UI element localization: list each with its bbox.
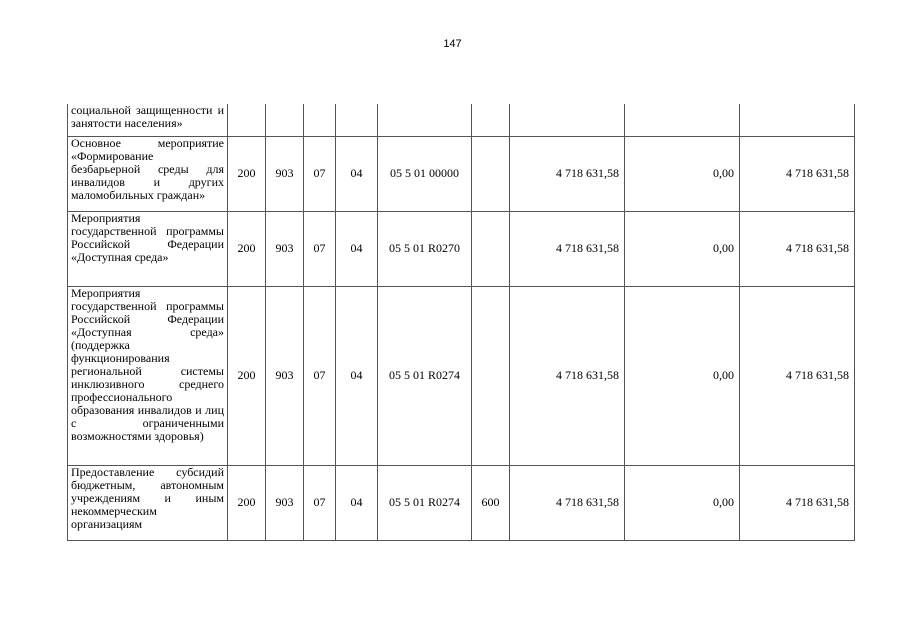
row-name: Основное мероприятие «Формирование безбарьерной среды для инвалидов и других маломобильных граждан» bbox=[68, 136, 228, 211]
cell-sum2 bbox=[625, 104, 740, 136]
table-row bbox=[68, 465, 855, 540]
cell-sum1 bbox=[510, 104, 625, 136]
table-row bbox=[68, 104, 855, 136]
row-name: Мероприятия государственной программы Российской Федерации «Доступная среда» (поддержка функционирования региональной системы инклюзивного среднего профессионального образования инвалидов и лиц с ограниченными возможностями здоровья) bbox=[68, 286, 228, 465]
cell-sum1: 4 718 631,58 bbox=[510, 465, 625, 540]
cell-sum3: 4 718 631,58 bbox=[740, 465, 855, 540]
cell-csr: 05 5 01 R0270 bbox=[378, 211, 472, 286]
row-name: социальной защищенности и занятости населения» bbox=[68, 104, 228, 136]
cell-ved: 200 bbox=[228, 286, 266, 465]
cell-sum2: 0,00 bbox=[625, 286, 740, 465]
cell-vr bbox=[472, 211, 510, 286]
cell-glava bbox=[266, 104, 304, 136]
cell-vr: 600 bbox=[472, 465, 510, 540]
page-number: 147 bbox=[443, 38, 462, 50]
cell-rz: 07 bbox=[304, 465, 336, 540]
cell-sum2: 0,00 bbox=[625, 211, 740, 286]
table-row bbox=[68, 286, 855, 465]
cell-vr bbox=[472, 136, 510, 211]
cell-rz: 07 bbox=[304, 136, 336, 211]
cell-sum3 bbox=[740, 104, 855, 136]
cell-glava: 903 bbox=[266, 465, 304, 540]
cell-ved bbox=[228, 104, 266, 136]
cell-ved: 200 bbox=[228, 211, 266, 286]
cell-pr: 04 bbox=[336, 286, 378, 465]
cell-sum3: 4 718 631,58 bbox=[740, 211, 855, 286]
cell-csr: 05 5 01 00000 bbox=[378, 136, 472, 211]
row-name: Предоставление субсидий бюджетным, автономным учреждениям и иным некоммерческим организациям bbox=[68, 465, 228, 540]
budget-table bbox=[67, 104, 855, 541]
table-row bbox=[68, 211, 855, 286]
cell-sum3: 4 718 631,58 bbox=[740, 136, 855, 211]
cell-rz: 07 bbox=[304, 286, 336, 465]
cell-pr: 04 bbox=[336, 465, 378, 540]
cell-sum1: 4 718 631,58 bbox=[510, 211, 625, 286]
cell-vr bbox=[472, 286, 510, 465]
cell-vr bbox=[472, 104, 510, 136]
row-name: Мероприятия государственной программы Российской Федерации «Доступная среда» bbox=[68, 211, 228, 286]
cell-rz: 07 bbox=[304, 211, 336, 286]
cell-ved: 200 bbox=[228, 465, 266, 540]
cell-csr bbox=[378, 104, 472, 136]
cell-pr: 04 bbox=[336, 211, 378, 286]
cell-csr: 05 5 01 R0274 bbox=[378, 465, 472, 540]
cell-sum1: 4 718 631,58 bbox=[510, 286, 625, 465]
cell-sum3: 4 718 631,58 bbox=[740, 286, 855, 465]
table-row bbox=[68, 136, 855, 211]
cell-sum2: 0,00 bbox=[625, 136, 740, 211]
cell-ved: 200 bbox=[228, 136, 266, 211]
cell-rz bbox=[304, 104, 336, 136]
cell-sum2: 0,00 bbox=[625, 465, 740, 540]
cell-glava: 903 bbox=[266, 136, 304, 211]
cell-csr: 05 5 01 R0274 bbox=[378, 286, 472, 465]
cell-pr bbox=[336, 104, 378, 136]
cell-glava: 903 bbox=[266, 286, 304, 465]
cell-sum1: 4 718 631,58 bbox=[510, 136, 625, 211]
cell-glava: 903 bbox=[266, 211, 304, 286]
cell-pr: 04 bbox=[336, 136, 378, 211]
